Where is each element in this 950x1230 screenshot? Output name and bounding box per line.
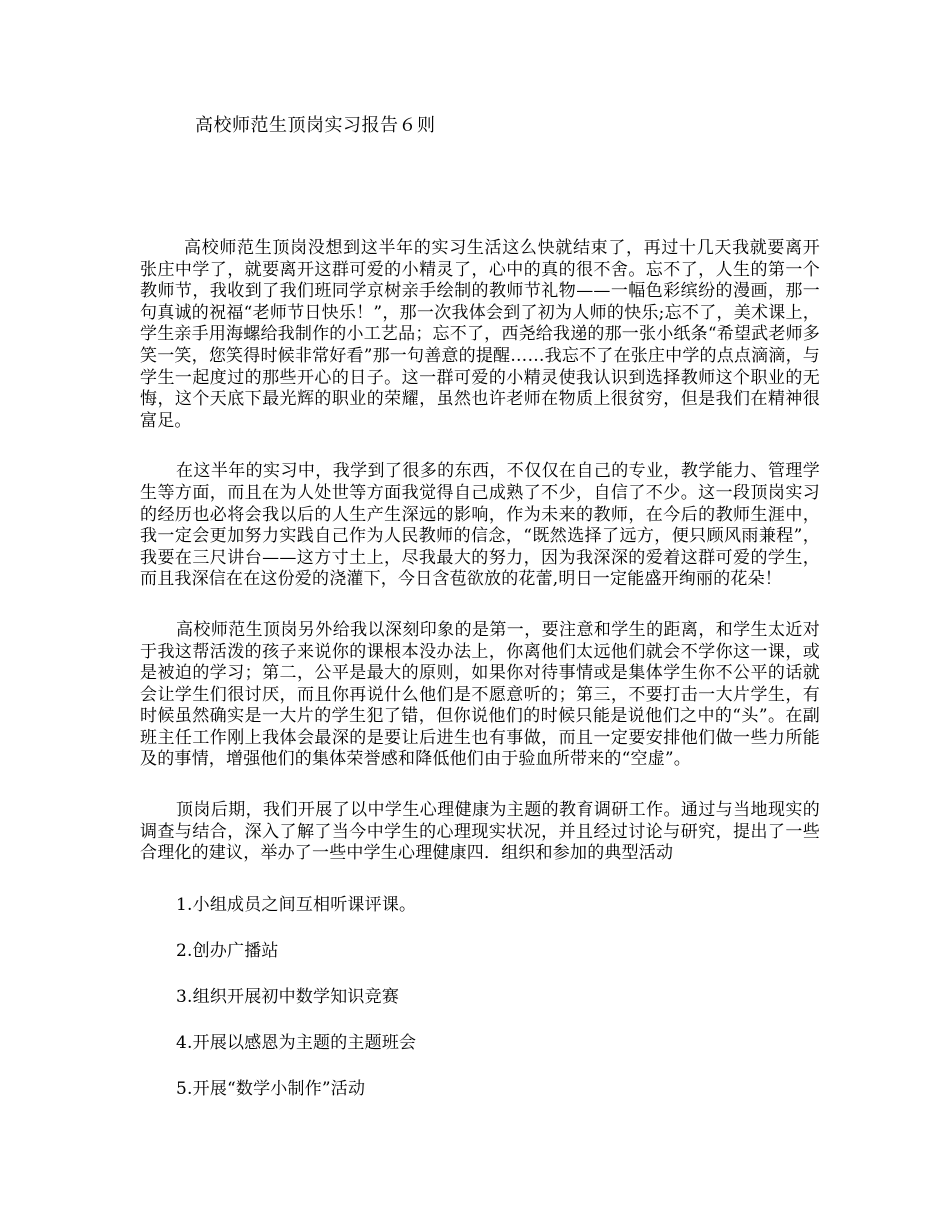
paragraph-4: 顶岗后期，我们开展了以中学生心理健康为主题的教育调研工作。通过与当地现实的调查与结合，深入了解了当今中学生的心理现实状况，并且经过讨论与研究，提出了一些合理化的建议，举办了一些中学生心理健康四．组织和参加的典型活动 — [140, 800, 820, 864]
activity-list — [140, 894, 820, 1100]
list-item: 2.创办广播站 — [176, 940, 279, 961]
paragraph-1: 高校师范生顶岗没想到这半年的实习生活这么快就结束了，再过十几天我就要离开张庄中学了，就要离开这群可爱的小精灵了，心中的真的很不舍。忘不了，人生的第一个教师节，我收到了我们班同学京树亲手绘制的教师节礼物——一幅色彩缤纷的漫画，那一句真诚的祝福“老师节日快乐！”，那一次我体会到了初为人师的快乐;忘不了，美术课上，学生亲手用海螺给我制作的小工艺品；忘不了，西尧给我递的那一张小纸条“希望武老师多笑一笑，您笑得时候非常好看”那一句善意的提醒……我忘不了在张庄中学的点点滴滴，与学生一起度过的那些开心的日子。这一群可爱的小精灵使我认识到选择教师这个职业的无悔，这个天底下最光辉的职业的荣耀，虽然也许老师在物质上很贫穷，但是我们在精神很富足。 — [140, 238, 820, 431]
list-item: 3.组织开展初中数学知识竞赛 — [176, 986, 400, 1007]
paragraph-2: 在这半年的实习中，我学到了很多的东西，不仅仅在自己的专业，教学能力、管理学生等方面，而且在为人处世等方面我觉得自己成熟了不少，自信了不少。这一段顶岗实习的经历也必将会我以后的人生产生深远的影响，作为未来的教师，在今后的教师生涯中，我一定会更加努力实践自己作为人民教师的信念，“既然选择了远方，便只顾风雨兼程”，我要在三尺讲台——这方寸土上，尽我最大的努力，因为我深深的爱着这群可爱的学生，而且我深信在在这份爱的浇灌下，今日含苞欲放的花蕾,明日一定能盛开绚丽的花朵！ — [140, 461, 820, 590]
document-title: 高校师范生顶岗实习报告６则 — [195, 115, 436, 136]
list-item: 4.开展以感恩为主题的主题班会 — [176, 1032, 417, 1053]
document-body — [140, 238, 820, 1124]
list-item: 1.小组成员之间互相听课评课。 — [176, 894, 417, 915]
paragraph-3: 高校师范生顶岗另外给我以深刻印象的是第一，要注意和学生的距离，和学生太近对于我这帮活泼的孩子来说你的课根本没办法上，你离他们太远他们就会不学你这一课，或是被迫的学习；第二，公平是最大的原则，如果你对待事情或是集体学生你不公平的话就会让学生们很讨厌，而且你再说什么他们是不愿意听的；第三，不要打击一大片学生，有时候虽然确实是一大片的学生犯了错，但你说他们的时候只能是说他们之中的“头”。在副班主任工作刚上我体会最深的是要让后进生也有事做，而且一定要安排他们做一些力所能及的事情，增强他们的集体荣誉感和降低他们由于验血所带来的“空虚”。 — [140, 619, 820, 770]
list-item: 5.开展“数学小制作”活动 — [176, 1078, 366, 1099]
